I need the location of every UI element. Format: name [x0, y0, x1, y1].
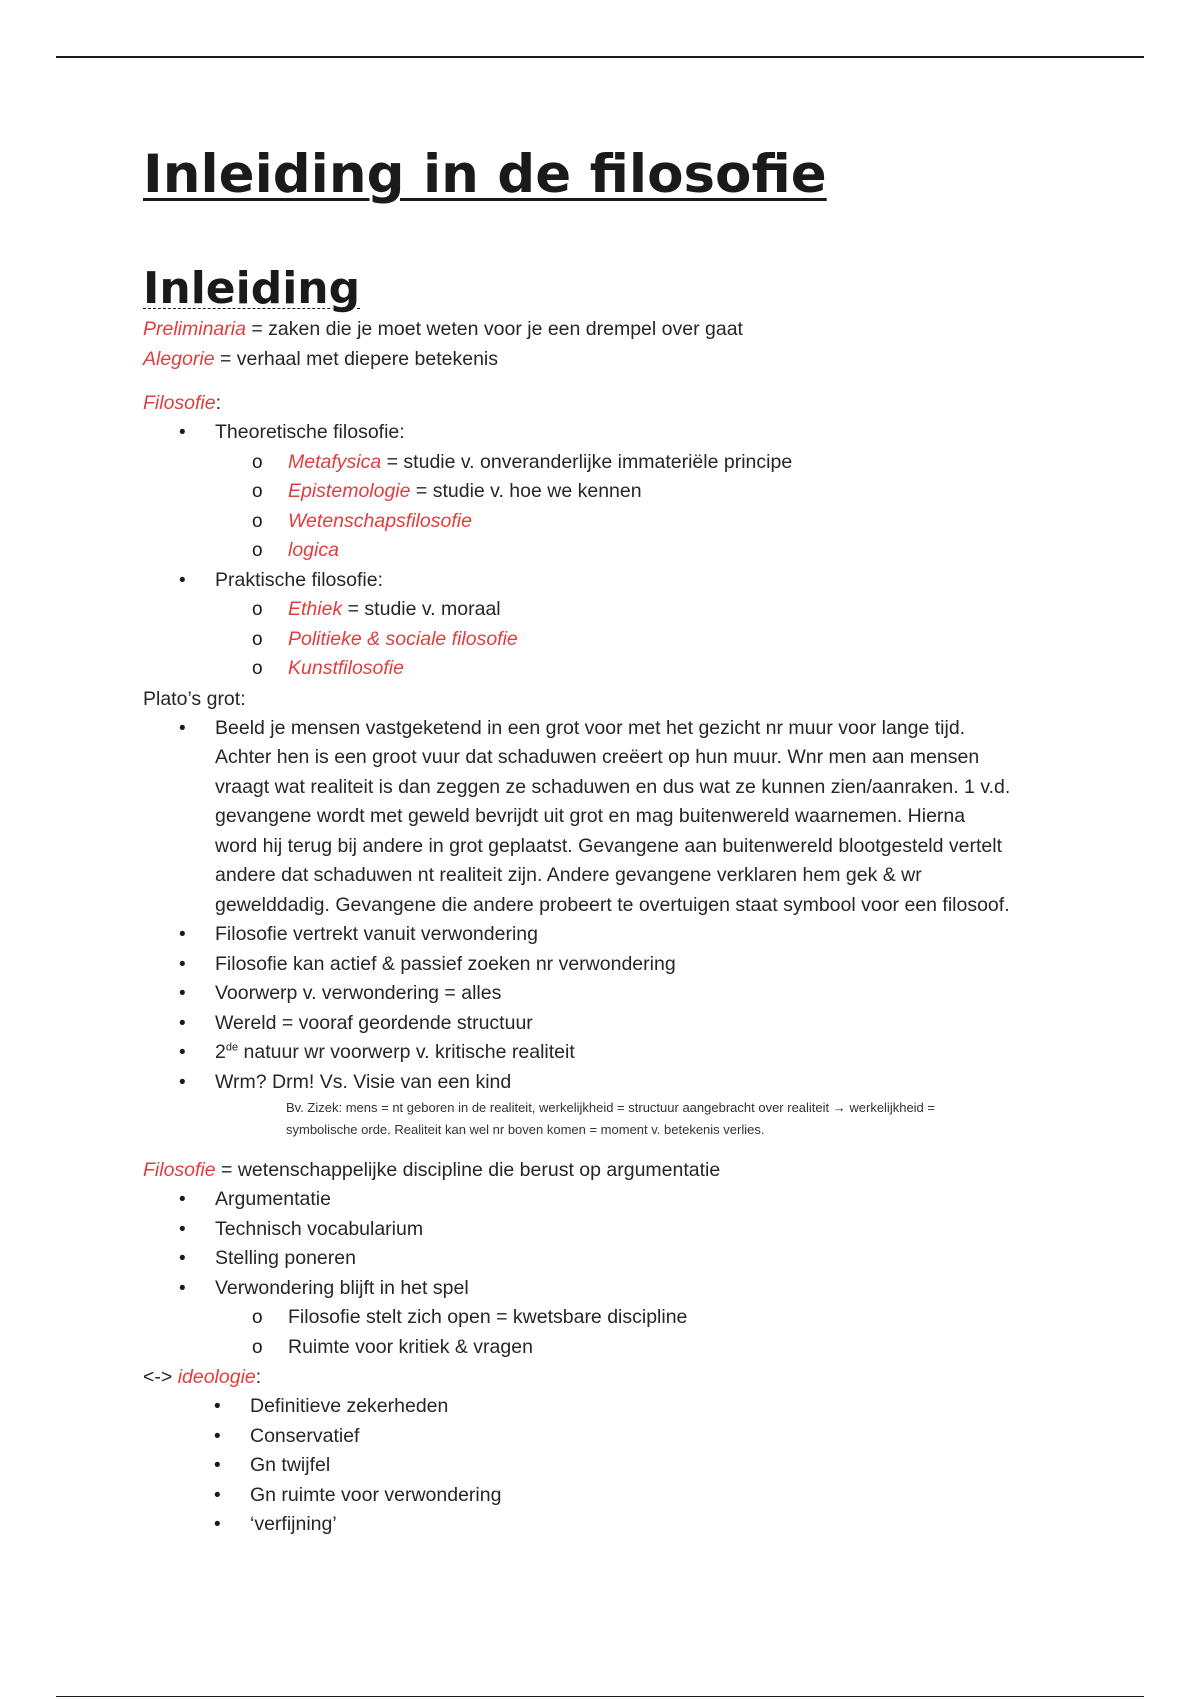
paragraph-line: word hij terug bij andere in grot geplaatst. Gevangene aan buitenwereld blootgesteld vertelt: [215, 834, 1003, 857]
list-item: • Filosofie kan actief & passief zoeken nr verwondering: [143, 950, 1063, 980]
list-item: • Stelling poneren: [143, 1244, 1063, 1274]
praktisch-sublist: [215, 595, 1063, 684]
list-item: • Wereld = vooraf geordende structuur: [143, 1009, 1063, 1039]
note-line: Bv. Zizek: mens = nt geboren in de realiteit, werkelijkheid = structuur aangebracht over realiteit → werkelijkheid =: [286, 1100, 935, 1115]
list-item: o logica: [143, 536, 1063, 566]
filosofie-label: Filosofie:: [143, 392, 222, 414]
list-item: • Wrm? Drm! Vs. Visie van een kind: [143, 1068, 1063, 1098]
paragraph-line: Achter hen is een groot vuur dat schaduwen creëert op hun muur. Wnr men aan mensen: [215, 746, 980, 768]
list-item: [143, 714, 1063, 921]
discipline-sublist: [215, 1303, 1063, 1362]
paragraph-line: • Beeld je mensen vastgeketend in een grot voor met het gezicht nr muur voor lange tijd.: [215, 716, 966, 739]
ideologie-list: [143, 1392, 1063, 1540]
plato-label: Plato’s grot:: [143, 687, 246, 710]
list-item: • Definitieve zekerheden: [143, 1392, 1063, 1422]
list-item: o Politieke & sociale filosofie: [143, 625, 1063, 655]
zizek-note: [143, 1097, 1066, 1141]
paragraph-line: gevangene wordt met geweld bevrijdt uit grot en mag buitenwereld waarnemen. Hierna: [215, 805, 966, 827]
paragraph-line: andere dat schaduwen nt realiteit zijn. Andere gevangene verklaren hem gek & wr: [215, 864, 922, 886]
list-item: o Metafysica = studie v. onveranderlijke immateriële principe: [143, 448, 1063, 478]
list-item: • Voorwerp v. verwondering = alles: [143, 979, 1063, 1009]
list-item: • Technisch vocabularium: [143, 1215, 1063, 1245]
footer-rule: [56, 1696, 1144, 1697]
list-item: • 2de natuur wr voorwerp v. kritische realiteit: [143, 1038, 1063, 1068]
section-heading-inleiding: Inleiding: [143, 263, 361, 314]
list-item: • Theoretische filosofie: o Metafysica = studie v. onveranderlijke immateriële principe o Epistemologie = studie v. hoe we kennen o Wetenschapsfilosofie o logica: [143, 418, 1063, 566]
list-item: o Ethiek = studie v. moraal: [143, 595, 1063, 625]
paragraph-line: vraagt wat realiteit is dan zeggen ze schaduwen en dus wat ze kunnen zien/aanraken. 1 v.d.: [215, 775, 1011, 798]
document-title: Inleiding in de filosofie: [143, 144, 827, 205]
filosofie-list: [143, 418, 1063, 684]
list-item: o Filosofie stelt zich open = kwetsbare discipline: [143, 1303, 1063, 1333]
list-item: • Conservatief: [143, 1422, 1063, 1452]
list-item: • Argumentatie: [143, 1185, 1063, 1215]
plato-paragraph: [215, 714, 1063, 921]
list-item: • Gn twijfel: [143, 1451, 1063, 1481]
list-item: • Praktische filosofie: o Ethiek = studie v. moraal o Politieke & sociale filosofie o Kunstfilosofie: [143, 566, 1063, 684]
definition-preliminaria: Preliminaria = zaken die je moet weten voor je een drempel over gaat: [143, 318, 743, 340]
list-item: o Ruimte voor kritiek & vragen: [143, 1333, 1063, 1363]
discipline-list: [143, 1185, 1063, 1362]
list-item: o Kunstfilosofie: [143, 654, 1063, 684]
list-item: o Wetenschapsfilosofie: [143, 507, 1063, 537]
list-item: • Gn ruimte voor verwondering: [143, 1481, 1063, 1511]
header-rule: [56, 56, 1144, 58]
document-page: [143, 140, 1063, 1540]
discipline-definition: Filosofie = wetenschappelijke discipline die berust op argumentatie: [143, 1159, 721, 1181]
list-item: • Verwondering blijft in het spel o Filosofie stelt zich open = kwetsbare discipline o Ruimte voor kritiek & vragen: [143, 1274, 1063, 1363]
note-line: symbolische orde. Realiteit kan wel nr boven komen = moment v. betekenis verlies.: [286, 1122, 765, 1137]
list-item: • Filosofie vertrekt vanuit verwondering: [143, 920, 1063, 950]
paragraph-line: gewelddadig. Gevangene die andere probeert te overtuigen staat symbool voor een filosoof.: [215, 893, 1010, 916]
list-item: • ‘verfijning’: [143, 1510, 1063, 1540]
definition-alegorie: Alegorie = verhaal met diepere betekenis: [143, 348, 499, 370]
list-item: o Epistemologie = studie v. hoe we kennen: [143, 477, 1063, 507]
ideologie-label: <-> ideologie:: [143, 1366, 262, 1388]
plato-list: [143, 714, 1063, 1098]
theoretisch-sublist: [215, 448, 1063, 566]
